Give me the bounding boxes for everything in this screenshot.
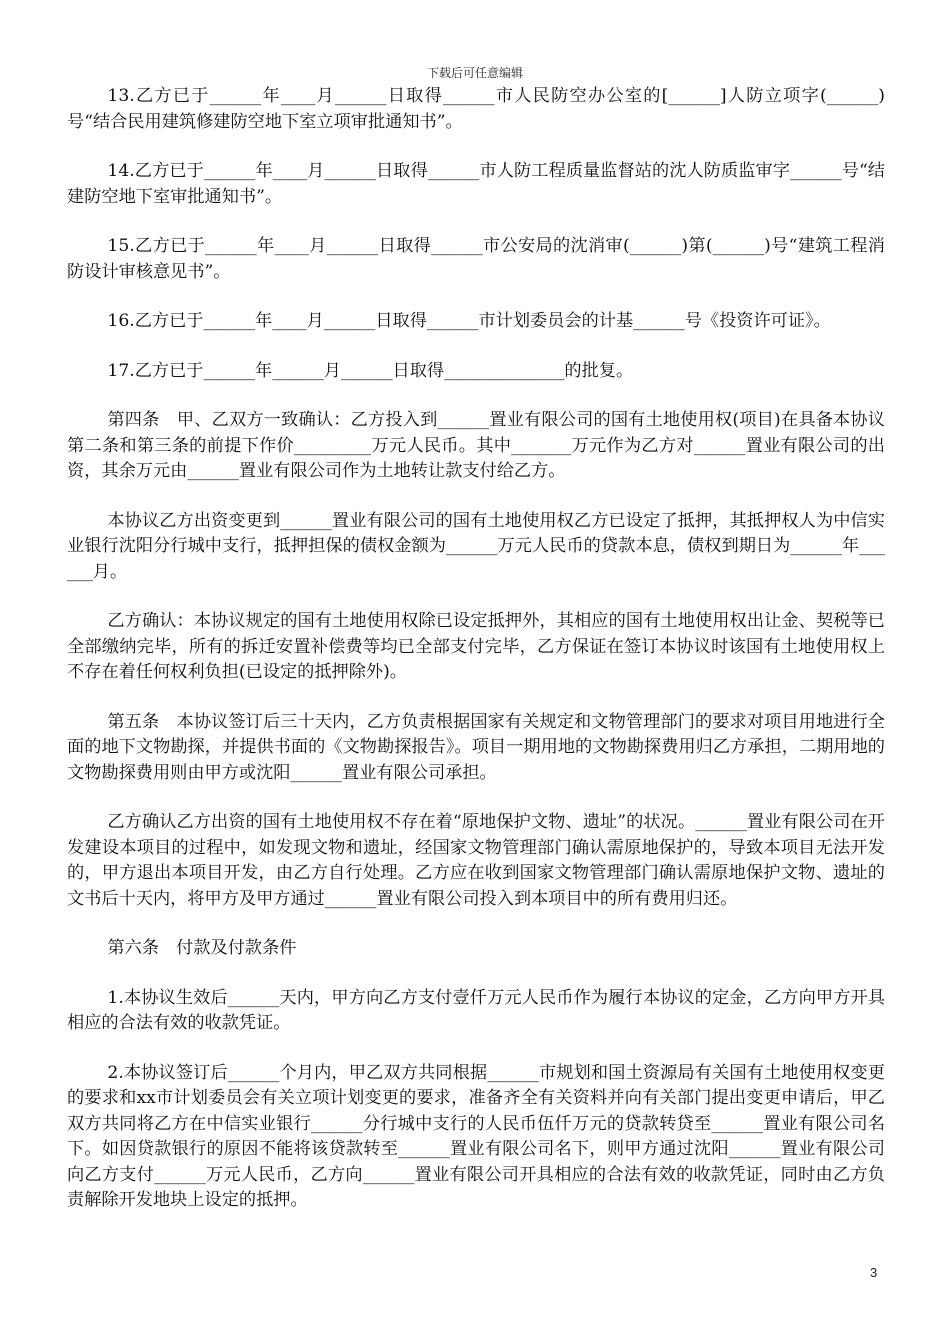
payment-clause-1: 1.本协议生效后______天内，甲方向乙方支付壹仟万元人民币作为履行本协议的定金，乙方向甲方开具相应的合法有效的收款凭证。 xyxy=(67,987,885,1033)
article-6-heading: 第六条 付款及付款条件 xyxy=(107,938,297,958)
clause-16: 16.乙方已于______年____月______日取得______市计划委员会的计基______号《投资许可证》。 xyxy=(107,311,831,331)
article-5: 第五条 本协议签订后三十天内，乙方负责根据国家有关规定和文物管理部门的要求对项目用地进行全面的地下文物勘探，并提供书面的《文物勘探报告》。项目一期用地的文物勘探费用归乙方承担，二期用地的文物勘探费用则由甲方或沈阳______置业有限公司承担。 xyxy=(67,711,885,783)
article-4-mortgage: 本协议乙方出资变更到______置业有限公司的国有土地使用权乙方已设定了抵押，其抵押权人为中信实业银行沈阳分行城中支行，抵押担保的债权金额为______万元人民币的贷款本息，债权到期日为______年______月。 xyxy=(67,510,885,582)
payment-clause-2: 2.本协议签订后______个月内，甲乙双方共同根据______市规划和国土资源局有关国有土地使用权变更的要求和xx市计划委员会有关立项计划变更的要求，准备齐全有关资料并向有关部门提出变更申请后，甲乙双方共同将乙方在中信实业银行______分行城中支行的人民币伍仟万元的贷款转贷至______置业有限公司名下。如因贷款银行的原因不能将该贷款转至______置业有限公司名下，则甲方通过沈阳______置业有限公司向乙方支付______万元人民币，乙方向______置业有限公司开具相应的合法有效的收款凭证，同时由乙方负责解除开发地块上设定的抵押。 xyxy=(67,1062,885,1210)
article-4: 第四条 甲、乙双方一致确认：乙方投入到______置业有限公司的国有土地使用权(项目)在具备本协议第二条和第三条的前提下作价_________万元人民币。其中_______万元作为乙方对______置业有限公司的出资，其余万元由______置业有限公司作为土地转让款支付给乙方。 xyxy=(67,410,885,481)
clause-15: 15.乙方已于______年____月______日取得______市公安局的沈消审(______)第(______)号“建筑工程消防设计审核意见书”。 xyxy=(67,236,885,282)
clause-14: 14.乙方已于______年____月______日取得______市人防工程质量监督站的沈人防质监审字______号“结建防空地下室审批通知书”。 xyxy=(67,161,885,207)
clause-13: 13.乙方已于______年____月______日取得______市人民防空办公室的[______]人防立项字(______)号“结合民用建筑修建防空地下室立项审批通知书”。 xyxy=(67,86,885,132)
document-body xyxy=(67,84,885,1238)
article-5-relics: 乙方确认乙方出资的国有土地使用权不存在着“原地保护文物、遗址”的状况。______置业有限公司在开发建设本项目的过程中，如发现文物和遗址，经国家文物管理部门确认需原地保护的，导致本项目无法开发的，甲方退出本项目开发，由乙方自行处理。乙方应在收到国家文物管理部门确认需原地保护文物、遗址的文书后十天内，将甲方及甲方通过______置业有限公司投入到本项目中的所有费用归还。 xyxy=(67,812,885,909)
article-4-confirmation: 乙方确认：本协议规定的国有土地使用权除已设定抵押外，其相应的国有土地使用权出让金、契税等已全部缴纳完毕，所有的拆迁安置补偿费等均已全部支付完毕，乙方保证在签订本协议时该国有土地使用权上不存在着任何权利负担(已设定的抵押除外)。 xyxy=(67,611,885,682)
clause-17: 17.乙方已于______年______月______日取得______________的批复。 xyxy=(107,360,634,381)
page-number: 3 xyxy=(870,1265,878,1280)
download-note: 下载后可任意编辑 xyxy=(426,66,523,80)
